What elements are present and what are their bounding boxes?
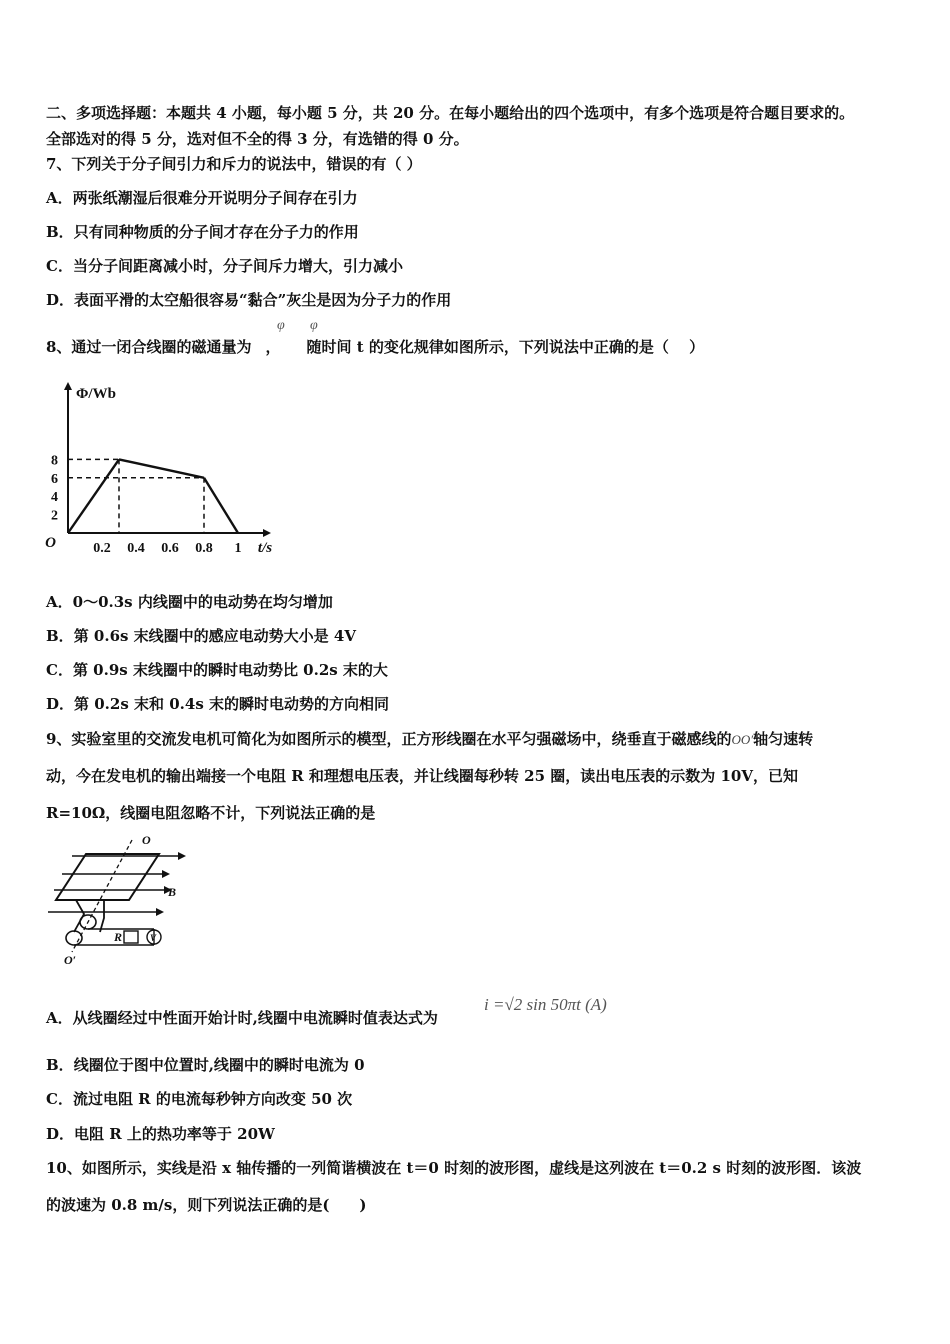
option-label: B． xyxy=(46,223,74,241)
q10-stem-line2: 的波速为 0.8 m/s，则下列说法正确的是( ) xyxy=(46,1196,367,1214)
flux-segment-1 xyxy=(119,459,204,477)
y-axis-arrow xyxy=(64,382,72,390)
q7-option-c xyxy=(46,255,403,276)
flux-segment-2 xyxy=(204,478,238,533)
arrow-head xyxy=(162,870,170,878)
q9-stem-line1 xyxy=(46,728,813,749)
x-tick-label-0: 0.2 xyxy=(93,541,111,556)
q9-option-a xyxy=(46,1007,438,1028)
q9-stem-line3: R=10Ω，线圈电阻忽略不计，下列说法正确的是 xyxy=(46,804,376,822)
section-heading-line1: 二、多项选择题：本题共 4 小题，每小题 5 分，共 20 分。在每小题给出的四个选项中，有多个选项是符合题目要求的。 xyxy=(46,104,855,122)
option-label: A． xyxy=(46,1009,73,1027)
q10-stem-line1: 10、如图所示，实线是沿 x 轴传播的一列简谐横波在 t＝0 时刻的波形图，虚线是这列波在 t＝0.2 s 时刻的波形图．该波 xyxy=(46,1159,862,1177)
option-text: 两张纸潮湿后很难分开说明分子间存在引力 xyxy=(72,189,358,207)
q9-current-formula: i =√2 sin 50πt (A) xyxy=(484,995,607,1014)
option-text: 第 0.9s 末线圈中的瞬时电动势比 0.2s 末的大 xyxy=(72,661,388,679)
y-tick-label-2: 6 xyxy=(51,471,58,487)
field-label-b: B xyxy=(168,885,177,899)
origin-label: O xyxy=(45,535,56,551)
q9-stem-line2: 动，今在发电机的输出端接一个电阻 R 和理想电压表，并让线圈每秒转 25 圈，读出电压表的示数为 10V，已知 xyxy=(46,767,798,785)
y-tick-label-3: 8 xyxy=(51,453,58,469)
axis-label-o: O xyxy=(142,833,151,847)
x-tick-label-1: 0.4 xyxy=(127,541,145,556)
option-label: C． xyxy=(46,661,73,679)
x-tick-label-3: 0.8 xyxy=(195,541,213,556)
resistor xyxy=(124,931,138,943)
option-label: B． xyxy=(46,1056,74,1074)
q9-axis-symbol: OO′ xyxy=(731,732,754,747)
q8-option-c xyxy=(46,659,388,680)
q7-option-b xyxy=(46,221,359,242)
option-label: B． xyxy=(46,627,74,645)
q7-stem: 7、下列关于分子间引力和斥力的说法中，错误的有（ ） xyxy=(46,155,422,173)
option-text: 从线圈经过中性面开始计时,线圈中电流瞬时值表达式为 xyxy=(72,1009,438,1027)
option-label: C． xyxy=(46,257,73,275)
option-label: A． xyxy=(46,593,73,611)
option-text: 当分子间距离减小时，分子间斥力增大，引力减小 xyxy=(72,257,403,275)
q8-phi-symbol-2: φ xyxy=(310,318,318,333)
q8-option-b xyxy=(46,625,356,646)
q9-line1-part-b: 轴匀速转 xyxy=(753,730,814,748)
resistor-label: R xyxy=(114,930,123,944)
arrow-head xyxy=(156,908,164,916)
y-tick-label-0: 2 xyxy=(51,508,58,524)
x-axis-arrow xyxy=(263,529,271,537)
q9-option-c xyxy=(46,1088,352,1109)
arrow-head xyxy=(178,852,186,860)
option-text: 第 0.2s 末和 0.4s 末的瞬时电动势的方向相同 xyxy=(74,695,389,713)
option-text: 流过电阻 R 的电流每秒钟方向改变 50 次 xyxy=(72,1090,353,1108)
option-text: 只有同种物质的分子间才存在分子力的作用 xyxy=(73,223,359,241)
x-tick-label-2: 0.6 xyxy=(161,541,179,556)
option-label: C． xyxy=(46,1090,73,1108)
q8-stem-part-a: 8、通过一闭合线圈的磁通量为 xyxy=(46,338,252,356)
q8-option-a xyxy=(46,591,333,612)
generator-figure xyxy=(44,832,189,967)
y-tick-label-1: 4 xyxy=(51,490,58,506)
q7-option-a xyxy=(46,187,358,208)
option-label: D． xyxy=(46,695,75,713)
q8-stem-part-b: 随时间 t 的变化规律如图所示，下列说法中正确的是（ ） xyxy=(306,338,705,356)
voltmeter-label: V xyxy=(150,933,157,943)
option-text: 线圈位于图中位置时,线圈中的瞬时电流为 0 xyxy=(73,1056,365,1074)
x-axis-label: t/s xyxy=(257,540,273,556)
q8-comma: ， xyxy=(265,338,281,356)
option-text: 第 0.6s 末线圈中的感应电动势大小是 4V xyxy=(73,627,356,645)
q8-stem xyxy=(46,336,704,357)
slip-ring xyxy=(66,931,82,945)
axis-label-o-prime: O′ xyxy=(64,953,77,967)
option-text: 表面平滑的太空船很容易“黏合”灰尘是因为分子力的作用 xyxy=(74,291,452,309)
option-label: A． xyxy=(46,189,73,207)
q9-option-d xyxy=(46,1123,275,1144)
option-text: 电阻 R 上的热功率等于 20W xyxy=(74,1125,275,1143)
q7-option-d xyxy=(46,289,451,310)
option-text: 0～0.3s 内线圈中的电动势在均匀增加 xyxy=(72,593,333,611)
option-label: D． xyxy=(46,1125,75,1143)
section-heading-line2: 全部选对的得 5 分，选对但不全的得 3 分，有选错的得 0 分。 xyxy=(46,130,469,148)
q9-line1-part-a: 9、实验室里的交流发电机可简化为如图所示的模型，正方形线圈在水平匀强磁场中，绕垂直于磁感线的 xyxy=(46,730,732,748)
q8-option-d xyxy=(46,693,389,714)
q8-phi-symbol-1: φ xyxy=(277,318,285,333)
x-tick-label-4: 1 xyxy=(234,541,242,556)
flux-time-chart xyxy=(44,378,294,563)
flux-segment-0 xyxy=(68,459,119,533)
option-label: D． xyxy=(46,291,75,309)
q9-option-b xyxy=(46,1054,365,1075)
coil-loop xyxy=(56,854,159,900)
y-axis-label: Φ/Wb xyxy=(76,386,116,402)
